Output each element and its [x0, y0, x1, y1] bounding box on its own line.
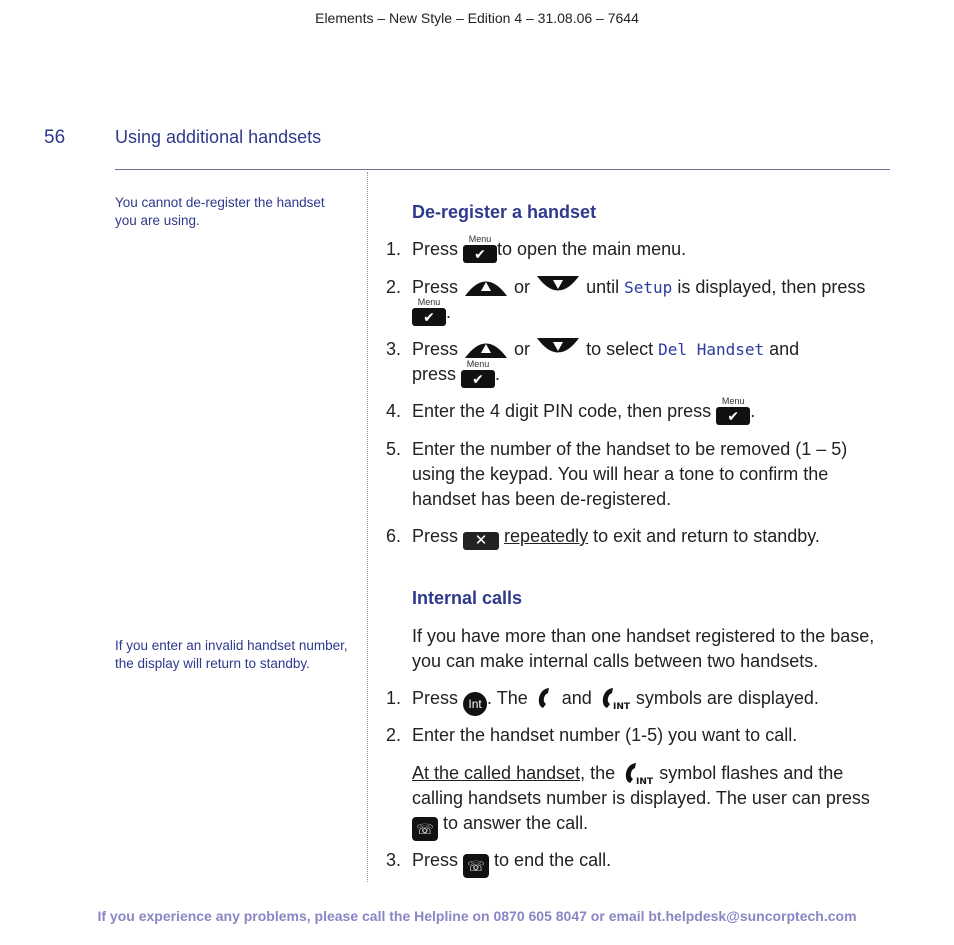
called-handset-text: [412, 761, 890, 841]
step-text: the: [590, 763, 616, 783]
step-text: until: [586, 277, 620, 297]
step-text: to open the main menu.: [497, 239, 687, 259]
running-header: Elements – New Style – Edition 4 – 31.08.06 – 7644: [315, 10, 639, 26]
heading-internal-calls: Internal calls: [412, 588, 523, 608]
internal-intro: If you have more than one handset registered to the base, you can make internal calls between two handsets.: [412, 626, 875, 671]
step-text: is displayed, then press: [677, 277, 866, 297]
step-text: to end the call.: [494, 850, 612, 870]
menu-ok-key: [716, 396, 750, 428]
step-number: 2.: [386, 725, 402, 745]
heading-deregister: De-register a handset: [412, 202, 597, 222]
side-note-deregister: You cannot de-register the handset you are using.: [115, 195, 325, 228]
step-text: Press: [412, 277, 459, 297]
step-text: .: [750, 401, 756, 421]
page-number: 56: [44, 127, 66, 148]
step-text: symbols are displayed.: [635, 688, 819, 708]
down-calls-key-icon: [535, 337, 581, 359]
menu-ok-key: [461, 359, 495, 391]
cancel-key-icon: ✕: [463, 532, 499, 550]
step-text: .: [446, 302, 452, 322]
int-label: INT: [636, 777, 654, 785]
down-calls-key-icon: [535, 275, 581, 297]
step-text: or: [514, 277, 531, 297]
step-text: or: [514, 339, 531, 359]
step-text: Press: [412, 339, 459, 359]
menu-label: Menu: [466, 359, 490, 369]
menu-ok-key: [412, 297, 446, 329]
internal-step-3: [412, 848, 890, 878]
step-number: 5.: [386, 439, 402, 459]
int-label: INT: [612, 702, 630, 710]
menu-ok-key: [463, 234, 497, 266]
menu-label: Menu: [468, 234, 492, 244]
step-text: and: [769, 339, 800, 359]
menu-label: Menu: [721, 396, 745, 406]
calls-label: Calls: [550, 290, 566, 297]
end-call-key-icon: ☏: [463, 854, 489, 878]
emphasis-text: At the called handset,: [412, 763, 586, 783]
step-3-text: [412, 337, 890, 391]
check-icon: ✔: [412, 308, 446, 326]
column-divider: [367, 172, 368, 882]
side-note-invalid: If you enter an invalid handset number, the display will return to standby.: [115, 638, 348, 671]
step-text: to exit and return to standby.: [593, 526, 820, 546]
step-text: . The: [487, 688, 528, 708]
check-icon: ✔: [461, 370, 495, 388]
header-rule: [115, 169, 890, 170]
step-text: Press: [412, 688, 459, 708]
step-text: Enter the 4 digit PIN code, then press: [412, 401, 712, 421]
step-number: 3.: [386, 850, 402, 870]
step-text: to select: [586, 339, 654, 359]
handset-icon: [533, 686, 557, 710]
step-number: 4.: [386, 401, 402, 421]
step-4-text: [412, 396, 890, 428]
redial-label: Redial: [476, 338, 496, 345]
step-text: press: [412, 364, 457, 384]
redial-label: Redial: [476, 276, 496, 283]
step-text: symbol flashes and the calling handsets number is displayed. The user can press: [412, 763, 870, 808]
int-key-icon: Int: [463, 692, 487, 716]
step-number: 1.: [386, 688, 402, 708]
lcd-text-setup: Setup: [624, 278, 673, 297]
step-number: 6.: [386, 526, 402, 546]
helpline-footer: If you experience any problems, please call the Helpline on 0870 605 8047 or email bt.helpdesk@suncorptech.com: [97, 908, 857, 924]
step-1-text: [412, 234, 890, 266]
step-text: Press: [412, 239, 459, 259]
step-text: and: [561, 688, 592, 708]
step-text: .: [495, 364, 501, 384]
step-number: 3.: [386, 339, 402, 359]
talk-key-icon: ☏: [412, 817, 438, 841]
check-icon: ✔: [716, 407, 750, 425]
step-5-text: Enter the number of the handset to be removed (1 – 5) using the keypad. You will hear a tone to confirm the handset has been de-registered.: [412, 439, 848, 509]
handset-int-icon: [597, 686, 631, 710]
up-redial-key-icon: [463, 275, 509, 297]
step-number: 2.: [386, 277, 402, 297]
calls-label: Calls: [550, 352, 566, 359]
step-text: Press: [412, 526, 459, 546]
step-text: Press: [412, 850, 459, 870]
emphasis-text: repeatedly: [504, 526, 589, 546]
step-number: 1.: [386, 239, 402, 259]
step-2-text: [412, 275, 890, 329]
check-icon: ✔: [463, 245, 497, 263]
step-text: to answer the call.: [443, 813, 589, 833]
step-6-text: [412, 524, 890, 550]
internal-step-2: Enter the handset number (1-5) you want to call.: [412, 725, 798, 745]
section-title: Using additional handsets: [115, 127, 322, 147]
handset-int-icon: [620, 761, 654, 785]
lcd-text-del-handset: Del Handset: [658, 340, 765, 359]
internal-step-1: [412, 686, 890, 716]
menu-label: Menu: [417, 297, 441, 307]
